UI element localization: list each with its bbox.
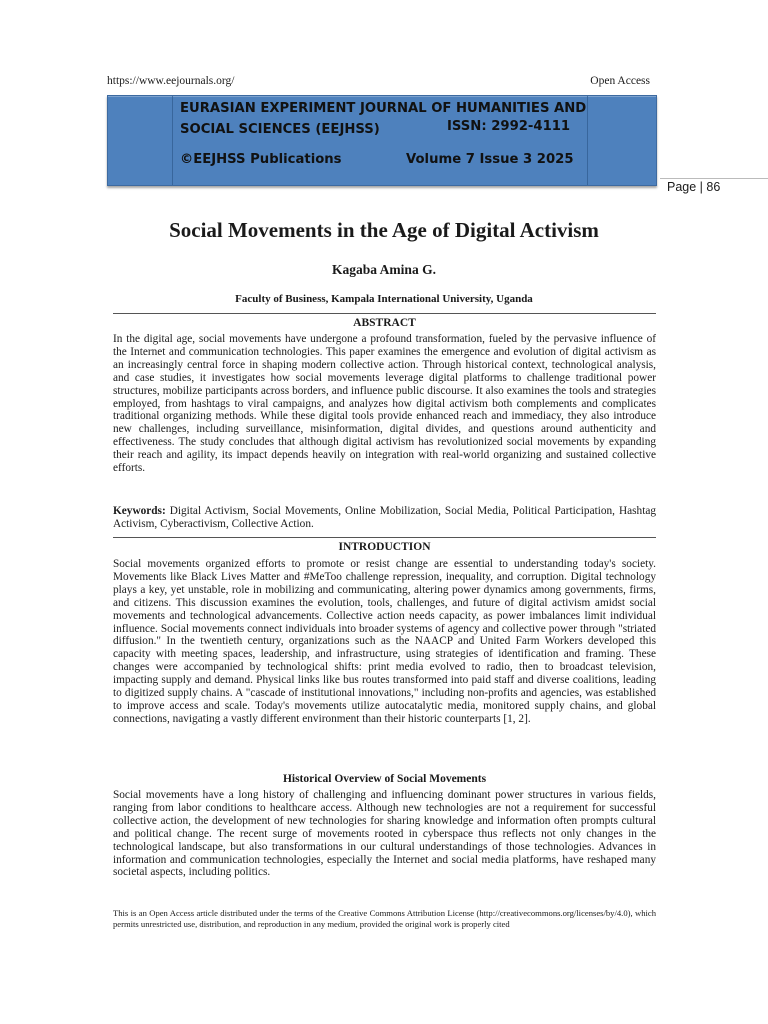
keywords-label: Keywords: [113, 505, 166, 517]
page-rule [660, 178, 768, 179]
page-number: Page | 86 [667, 180, 721, 194]
journal-name-line1: EURASIAN EXPERIMENT JOURNAL OF HUMANITIES AND [180, 101, 587, 116]
open-access-label: Open Access [590, 75, 650, 87]
author: Kagaba Amina G. [332, 262, 436, 277]
affiliation: Faculty of Business, Kampala International University, Uganda [235, 293, 533, 305]
introduction-heading: INTRODUCTION [338, 541, 431, 553]
divider [113, 313, 656, 314]
article-title: Social Movements in the Age of Digital Activism [169, 218, 599, 242]
history-heading: Historical Overview of Social Movements [282, 773, 487, 785]
introduction-text: Social movements organized efforts to promote or resist change are essential to understanding today's society. Movements like Black Lives Matter and #MeToo challenge repression, inequality, and corruption. Digital technology plays a key, yet unstable, role in mobilizing and communicating, altering power dynamics among governments, firms, and citizens. This discussion examines the evolution, tools, challenges, and future of digital activism amidst social movements and technological advancements. Collective action needs capacity, as power imbalances limit individual influence. Social movements connect individuals into broader systems of agency and collective power through "striated diffusion." In the twentieth century, organizations such as the NAACP and United Farm Workers developed this capacity with meeting spaces, leadership, and infrastructure, using strategies of identification and framing. These changes were accompanied by technological shifts: print media evolved to radio, then to broadcast television, impacting supply and demand. Physical links like bus routes transformed into paid staff and diverse coalitions, leading to digitized supply chains. A "cascade of institutional innovations," including non-profits and agencies, was established to improve access and scale. Today's movements utilize autocatalytic media, monitored supply chains, and global connections, navigating a vastly different environment than their historic counterparts [1, 2]. [113, 558, 656, 725]
journal-url[interactable]: https://www.eejournals.org/ [107, 75, 235, 87]
keywords [113, 505, 656, 532]
history-text: Social movements have a long history of challenging and influencing dominant power structures in various fields, ranging from labor conditions to healthcare access. Although new technologies are not a requirement for successful collective action, the development of new technologies for sharing knowledge and information often prompts cultural and political change. The recent surge of movements rooted in cyberspace thus reflects not only changes in the technological landscape, but also transformations in our cultural understandings of those technologies. Advances in information and communication technologies, especially the Internet and social media platforms, have reshaped many societal aspects, including politics. [113, 789, 656, 879]
publisher: ©EEJHSS Publications [180, 152, 342, 167]
journal-name-line2: SOCIAL SCIENCES (EEJHSS) [180, 122, 380, 137]
abstract-text: In the digital age, social movements have undergone a profound transformation, fueled by the pervasive influence of the Internet and communication technologies. This paper examines the emergence and evolution of digital activism as an increasingly central force in shaping modern collective action. Through historical context, technological analysis, and case studies, it investigates how social movements leverage digital platforms to challenge traditional power structures, mobilize participants across borders, and influence public discourse. It also examines the tools and strategies employed, from hashtags to viral campaigns, and analyzes how digital activism both complements and complicates traditional organizing methods. While these digital tools provide enhanced reach and immediacy, they also introduce new challenges, including surveillance, misinformation, digital divides, and questions around authenticity and effectiveness. The study concludes that although digital activism has revolutionized social movements by expanding their reach and agility, its impact depends heavily on integration with real-world organizing and sustained collective efforts. [113, 333, 656, 475]
issn: ISSN: 2992-4111 [447, 119, 571, 134]
keywords-list: Digital Activism, Social Movements, Online Mobilization, Social Media, Political Participation, Hashtag Activism, Cyberactivism, Collective Action. [113, 505, 656, 531]
banner-divider [172, 96, 173, 185]
volume-issue: Volume 7 Issue 3 2025 [406, 152, 574, 167]
divider [113, 537, 656, 538]
abstract-heading: ABSTRACT [353, 317, 416, 329]
banner-divider [587, 96, 588, 185]
license-footer: This is an Open Access article distributed under the terms of the Creative Commons Attribution License (http://creativecommons.org/licenses/by/4.0), which permits unrestricted use, distribution, and reproduction in any medium, provided the original work is properly cited [113, 908, 656, 930]
